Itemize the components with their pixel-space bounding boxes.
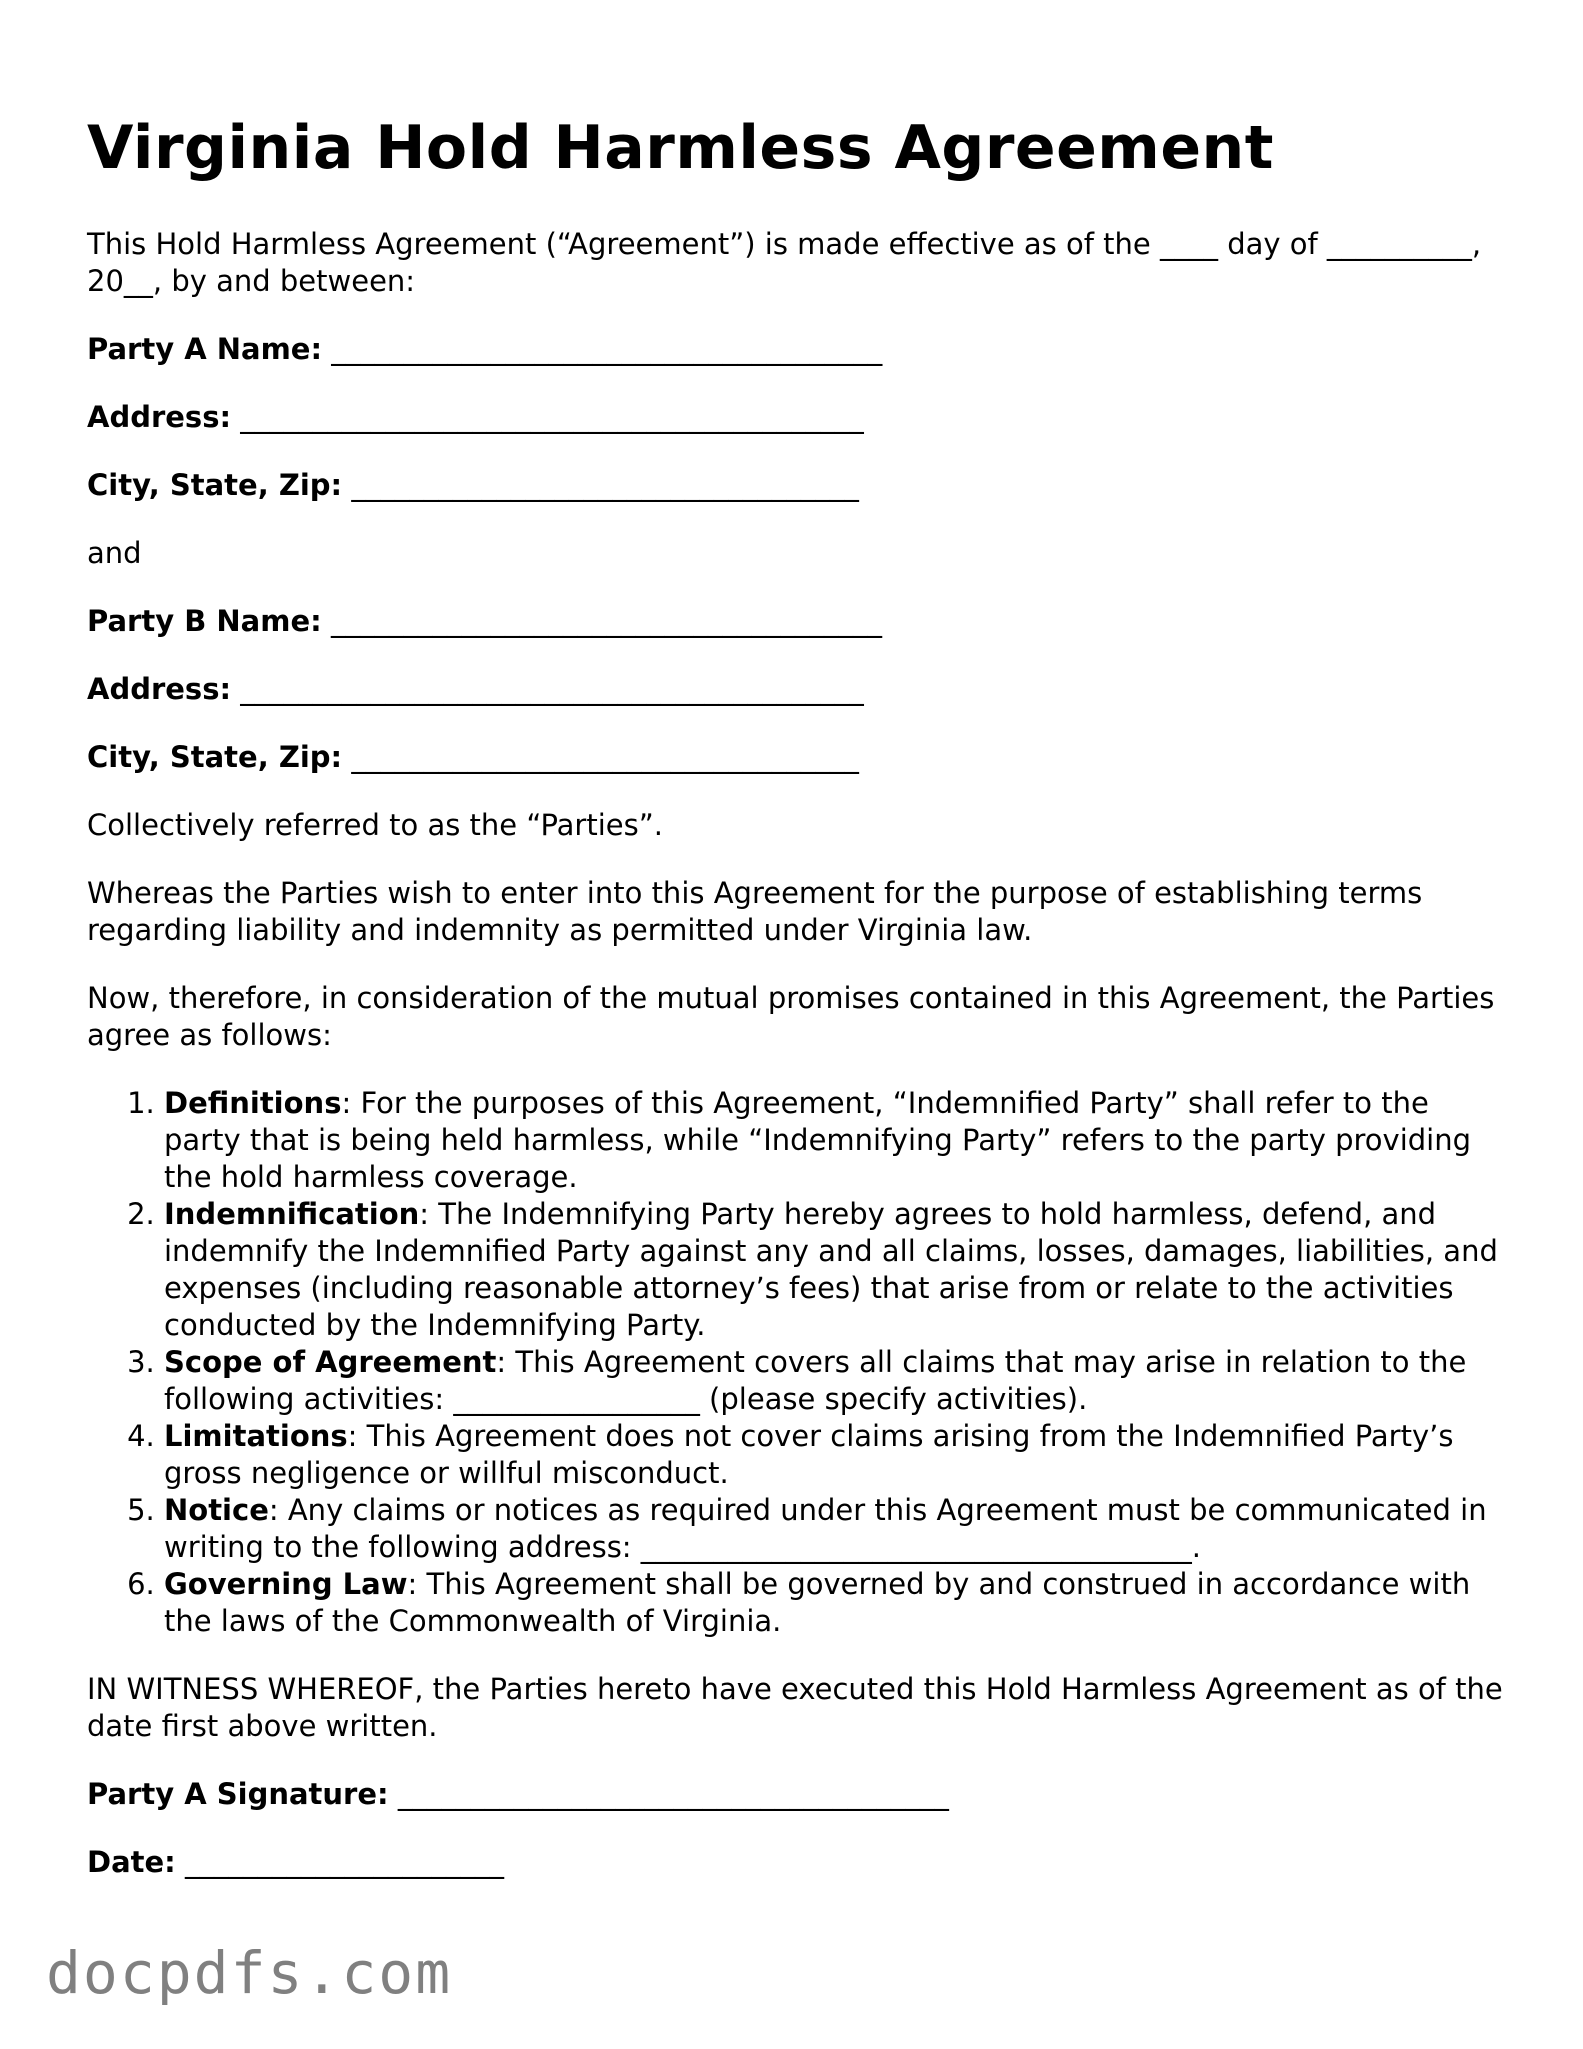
party-a-name-field <box>87 331 1507 368</box>
party-a-city-state-zip-blank: ___________________________________ <box>351 468 859 502</box>
site-watermark: docpdfs.com <box>46 1939 453 2007</box>
date-label: Date: <box>87 1845 176 1879</box>
and-text: and <box>87 536 142 570</box>
document-title: Virginia Hold Harmless Agreement <box>87 113 1274 183</box>
clause-heading: Definitions <box>164 1086 342 1120</box>
party-b-city-state-zip-blank: ___________________________________ <box>351 740 859 774</box>
clause-list <box>87 1085 1507 1640</box>
clause-item <box>164 1418 1507 1492</box>
party-b-name-field <box>87 603 1507 640</box>
party-a-signature-field <box>87 1776 1507 1813</box>
clause-text: : The Indemnifying Party hereby agrees to hold harmless, defend, and indemnify the Indemnified Party against any and all claims, losses, damages, liabilities, and expenses (including reasonable attorney’s fees) that arise from or relate to the activities conducted by the Indemnifying Party. <box>164 1197 1498 1342</box>
party-b-name-label: Party B Name: <box>87 604 322 638</box>
clause-item <box>164 1566 1507 1640</box>
clause-item <box>164 1492 1507 1566</box>
party-a-signature-label: Party A Signature: <box>87 1777 389 1811</box>
clause-text: : Any claims or notices as required under this Agreement must be communicated in writing to the following address: ______________________________________. <box>164 1493 1487 1564</box>
date-blank: ______________________ <box>185 1845 504 1879</box>
party-b-name-blank: ______________________________________ <box>330 604 882 638</box>
party-b-address-label: Address: <box>87 672 232 706</box>
party-a-city-state-zip-field <box>87 467 1507 504</box>
clause-item <box>164 1085 1507 1196</box>
party-b-address-field <box>87 671 1507 708</box>
clause-item <box>164 1196 1507 1344</box>
party-a-address-blank: ___________________________________________ <box>240 400 864 434</box>
party-a-name-label: Party A Name: <box>87 332 323 366</box>
now-therefore-paragraph: Now, therefore, in consideration of the mutual promises contained in this Agreement, the Parties agree as follows: <box>87 981 1495 1052</box>
clause-heading: Notice <box>164 1493 269 1527</box>
party-b-city-state-zip-field <box>87 739 1507 776</box>
clause-heading: Indemnification <box>164 1197 420 1231</box>
party-a-city-state-zip-label: City, State, Zip: <box>87 468 343 502</box>
witness-paragraph: IN WITNESS WHEREOF, the Parties hereto have executed this Hold Harmless Agreement as of the date first above written. <box>87 1672 1503 1743</box>
party-a-signature-blank: ______________________________________ <box>397 1777 949 1811</box>
clause-heading: Limitations <box>164 1419 348 1453</box>
clause-text: : This Agreement shall be governed by and construed in accordance with the laws of the Commonwealth of Virginia. <box>164 1567 1471 1638</box>
party-b-address-blank: ___________________________________________ <box>240 672 864 706</box>
date-field <box>87 1844 1507 1881</box>
party-a-address-label: Address: <box>87 400 232 434</box>
party-b-city-state-zip-label: City, State, Zip: <box>87 740 343 774</box>
party-a-address-field <box>87 399 1507 436</box>
agreement-document <box>87 108 1507 1881</box>
collectively-paragraph: Collectively referred to as the “Parties”. <box>87 808 663 842</box>
clause-heading: Governing Law <box>164 1567 408 1601</box>
whereas-paragraph: Whereas the Parties wish to enter into this Agreement for the purpose of establishing terms regarding liability and indemnity as permitted under Virginia law. <box>87 876 1423 947</box>
clause-item <box>164 1344 1507 1418</box>
clause-heading: Scope of Agreement <box>164 1345 497 1379</box>
clause-text: : This Agreement covers all claims that may arise in relation to the following activities: _________________ (please specify activities). <box>164 1345 1467 1416</box>
intro-paragraph: This Hold Harmless Agreement (“Agreement”) is made effective as of the ____ day of __________, 20__, by and between: <box>87 227 1482 298</box>
clause-text: : For the purposes of this Agreement, “Indemnified Party” shall refer to the party that is being held harmless, while “Indemnifying Party” refers to the party providing the hold harmless coverage. <box>164 1086 1472 1194</box>
clause-text: : This Agreement does not cover claims arising from the Indemnified Party’s gross negligence or willful misconduct. <box>164 1419 1454 1490</box>
party-a-name-blank: ______________________________________ <box>331 332 883 366</box>
